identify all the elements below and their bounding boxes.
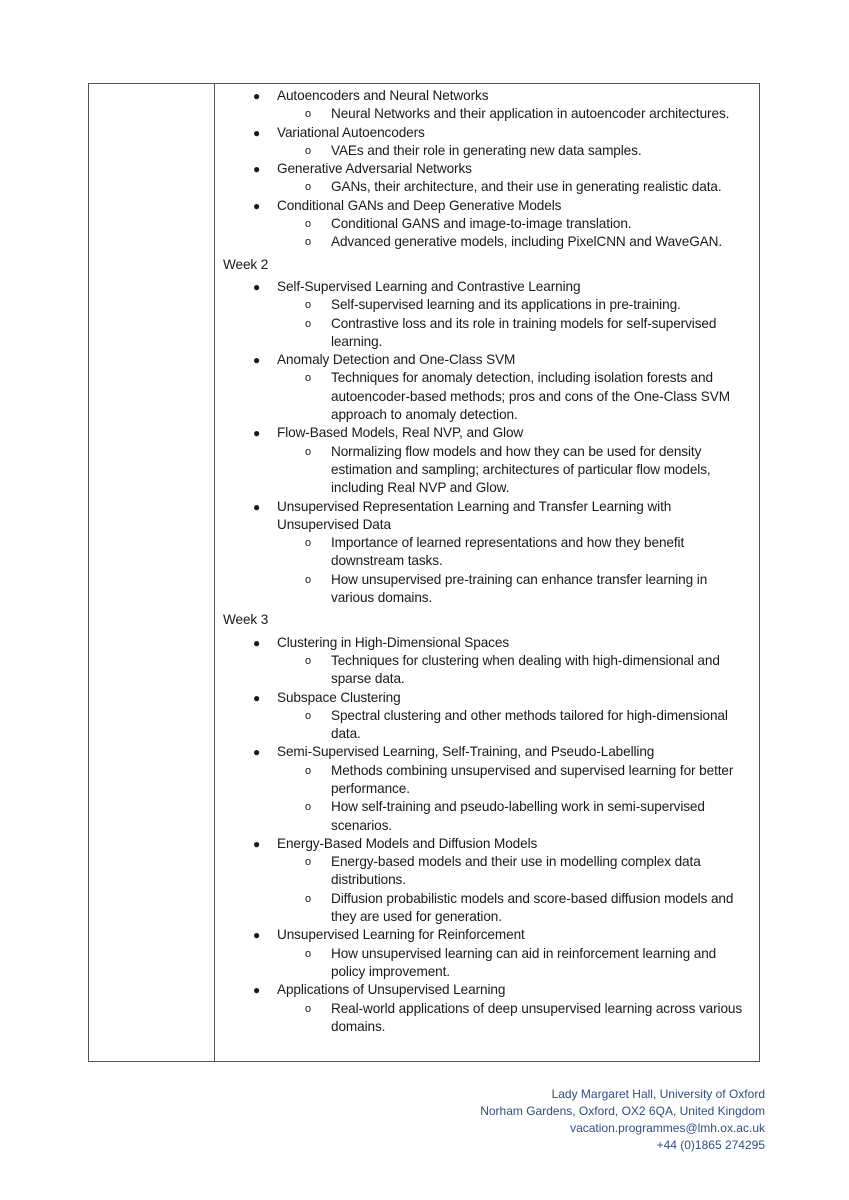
circle-bullet-icon: o [305,108,312,121]
circle-bullet-icon: o [305,1002,312,1015]
circle-bullet-icon: o [305,144,312,157]
bullet-icon: ● [253,198,261,213]
subtopic-text: Conditional GANS and image-to-image translation. [331,216,632,232]
circle-bullet-icon: o [305,218,312,231]
topic-title: Subspace Clustering [277,689,401,705]
topic-item [215,498,759,535]
subtopic-item [215,762,759,799]
topic-item [215,926,759,944]
circle-bullet-icon: o [305,947,312,960]
subtopic-item [215,215,759,233]
subtopic-text: Techniques for clustering when dealing with high-dimensional and sparse data. [331,652,720,687]
syllabus-content-cell [215,84,759,1064]
circle-bullet-icon: o [305,573,312,586]
subtopic-item [215,571,759,608]
bullet-icon: ● [253,928,261,943]
subtopic-text: Spectral clustering and other methods tailored for high-dimensional data. [331,707,728,742]
topic-title: Anomaly Detection and One-Class SVM [277,352,516,368]
subtopic-item [215,652,759,689]
topic-title: Conditional GANs and Deep Generative Models [277,197,562,213]
topic-item [215,197,759,215]
bullet-icon: ● [253,279,261,294]
subtopic-text: Importance of learned representations and how they benefit downstream tasks. [331,535,685,569]
subtopic-text: Diffusion probabilistic models and score-based diffusion models and they are used for generation. [331,890,734,925]
bullet-icon: ● [253,499,261,514]
circle-bullet-icon: o [305,764,312,777]
topic-item [215,424,759,442]
topic-title: Applications of Unsupervised Learning [277,982,506,998]
subtopic-item [215,296,759,314]
circle-bullet-icon: o [305,181,312,194]
bullet-icon: ● [253,690,261,705]
topic-item [215,87,759,105]
subtopic-text: GANs, their architecture, and their use in generating realistic data. [331,179,722,195]
subtopic-text: Contrastive loss and its role in training models for self-supervised learning. [331,315,717,349]
subtopic-text: Self-supervised learning and its applications in pre-training. [331,297,681,313]
subtopic-text: Advanced generative models, including PixelCNN and WaveGAN. [331,234,723,250]
footer-phone: +44 (0)1865 274295 [656,1138,765,1152]
topic-item [215,351,759,369]
week-2-heading: Week 2 [223,256,269,272]
topic-title: Generative Adversarial Networks [277,161,472,177]
bullet-icon: ● [253,635,261,650]
week-1-topic-list [215,87,759,252]
empty-left-cell [89,84,215,1061]
topic-item [215,835,759,853]
topic-item [215,743,759,761]
subtopic-item [215,945,759,982]
subtopic-text: Neural Networks and their application in autoencoder architectures. [331,106,730,122]
subtopic-text: Methods combining unsupervised and supervised learning for better performance. [331,762,734,796]
topic-item [215,689,759,707]
topic-title: Unsupervised Representation Learning and Transfer Learning with Unsupervised Data [277,498,672,532]
week-3-topic-list [215,634,759,1037]
week-3-heading: Week 3 [223,612,269,628]
subtopic-text: How self-training and pseudo-labelling work in semi-supervised scenarios. [331,799,705,833]
subtopic-text: Techniques for anomaly detection, including isolation forests and autoencoder-based methods; pros and cons of the One-Class SVM approach to anomaly detection. [331,370,730,423]
subtopic-item [215,853,759,890]
subtopic-item [215,798,759,835]
subtopic-item [215,315,759,352]
topic-title: Semi-Supervised Learning, Self-Training, and Pseudo-Labelling [277,744,655,760]
topic-title: Self-Supervised Learning and Contrastive Learning [277,278,581,294]
subtopic-item [215,369,759,424]
subtopic-item [215,178,759,196]
bullet-icon: ● [253,983,261,998]
topic-item [215,278,759,296]
bullet-icon: ● [253,426,261,441]
subtopic-item [215,534,759,571]
topic-title: Clustering in High-Dimensional Spaces [277,634,510,650]
bullet-icon: ● [253,125,261,140]
subtopic-text: Normalizing flow models and how they can be used for density estimation and sampling; architectures of particular flow models, including Real NVP and Glow. [331,443,711,496]
circle-bullet-icon: o [305,236,312,249]
topic-item [215,981,759,999]
circle-bullet-icon: o [305,856,312,869]
subtopic-text: How unsupervised learning can aid in reinforcement learning and policy improvement. [331,945,717,979]
bullet-icon: ● [253,353,261,368]
subtopic-item [215,233,759,251]
circle-bullet-icon: o [305,299,312,312]
circle-bullet-icon: o [305,372,312,385]
bullet-icon: ● [253,89,261,103]
circle-bullet-icon: o [305,892,312,905]
subtopic-item [215,443,759,498]
circle-bullet-icon: o [305,445,312,458]
bullet-icon: ● [253,745,261,760]
week-2-topic-list [215,278,759,607]
topic-title: Autoencoders and Neural Networks [277,88,489,103]
subtopic-item [215,707,759,744]
circle-bullet-icon: o [305,654,312,667]
topic-item [215,124,759,142]
footer-institution: Lady Margaret Hall, University of Oxford [551,1087,765,1101]
circle-bullet-icon: o [305,801,312,814]
page-footer [480,1086,765,1154]
subtopic-text: Real-world applications of deep unsupervised learning across various domains. [331,1000,743,1034]
circle-bullet-icon: o [305,317,312,330]
bullet-icon: ● [253,162,261,177]
syllabus-table [88,83,760,1062]
subtopic-item [215,1000,759,1037]
topic-item [215,634,759,652]
topic-title: Flow-Based Models, Real NVP, and Glow [277,425,524,441]
topic-item [215,160,759,178]
circle-bullet-icon: o [305,709,312,722]
topic-title: Energy-Based Models and Diffusion Models [277,835,538,851]
circle-bullet-icon: o [305,537,312,550]
subtopic-text: How unsupervised pre-training can enhance transfer learning in various domains. [331,571,708,606]
subtopic-item [215,105,759,123]
topic-title: Variational Autoencoders [277,124,425,140]
footer-email[interactable]: vacation.programmes@lmh.ox.ac.uk [570,1121,765,1135]
footer-address: Norham Gardens, Oxford, OX2 6QA, United Kingdom [480,1104,765,1118]
topic-title: Unsupervised Learning for Reinforcement [277,927,525,943]
bullet-icon: ● [253,836,261,851]
subtopic-text: VAEs and their role in generating new data samples. [331,142,642,158]
subtopic-item [215,142,759,160]
subtopic-text: Energy-based models and their use in modelling complex data distributions. [331,854,701,888]
subtopic-item [215,890,759,927]
